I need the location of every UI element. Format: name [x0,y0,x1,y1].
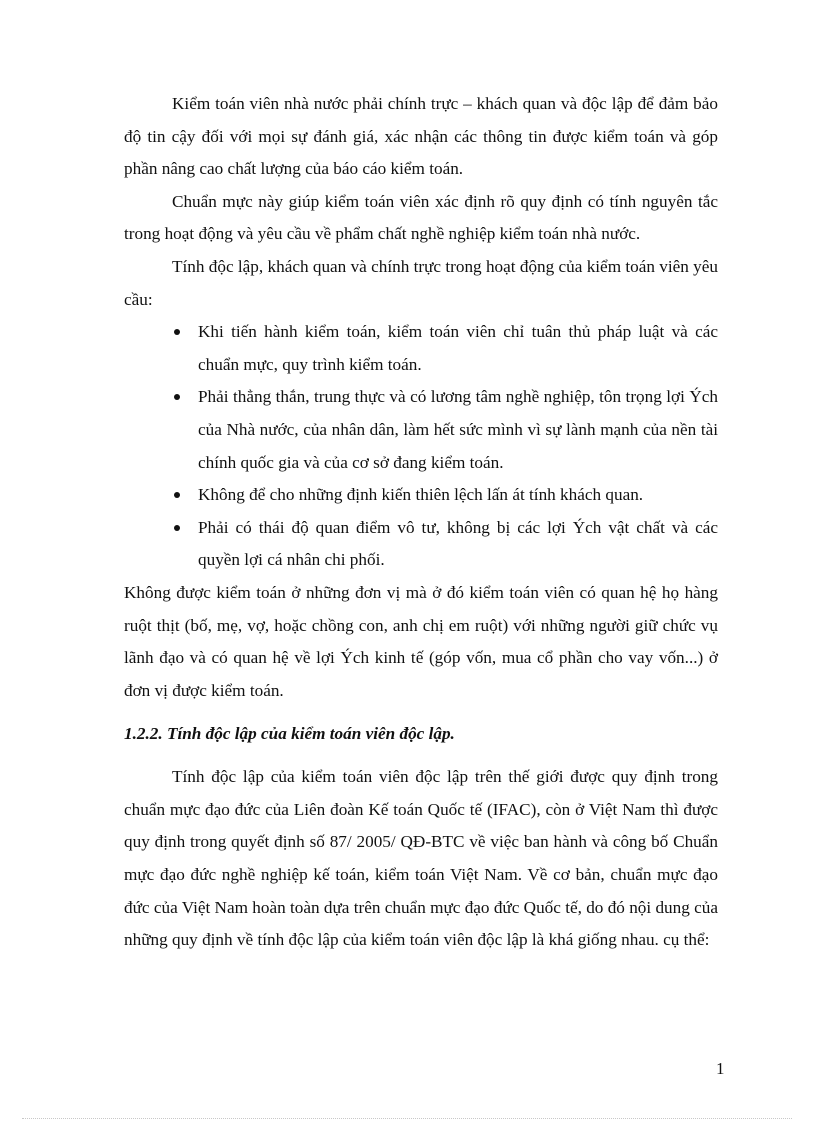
list-item-text: Không để cho những định kiến thiên lệch lấn át tính khách quan. [198,485,644,505]
list-item [198,381,718,479]
after-list-paragraph: Không được kiểm toán ở những đơn vị mà ở đó kiểm toán viên có quan hệ họ hàng ruột thịt (bố, mẹ, vợ, hoặc chồng con, anh chị em ruột) với những người giữ chức vụ lãnh đạo và có quan hệ về lợi Ých kinh tế (góp vốn, mua cổ phần cho vay vốn...) ở đơn vị được kiểm toán. [124,582,718,700]
document-body [124,88,718,957]
list-item [198,512,718,577]
footer-divider [22,1118,792,1119]
list-item [198,479,718,512]
list-item [198,316,718,381]
section-heading: 1.2.2. Tính độc lập của kiểm toán viên độc lập. [124,724,455,744]
bullet-icon [174,525,180,531]
requirements-list [124,316,718,577]
list-item-text: Phải có thái độ quan điểm vô tư, không bị các lợi Ých vật chất và các quyền lợi cá nhân chi phối. [198,517,718,570]
bullet-icon [174,394,180,400]
bullet-icon [174,329,180,335]
list-item-text: Phải thẳng thắn, trung thực và có lương tâm nghề nghiệp, tôn trọng lợi Ých của Nhà nước, của nhân dân, làm hết sức mình vì sự lành mạnh của nền tài chính quốc gia và của cơ sở đang kiểm toán. [198,387,718,472]
page-number: 1 [716,1059,725,1078]
intro-paragraph-1: Kiểm toán viên nhà nước phải chính trực – khách quan và độc lập để đảm bảo độ tin cậy đối với mọi sự đánh giá, xác nhận các thông tin được kiểm toán và góp phần nâng cao chất lượng của báo cáo kiểm toán. [124,94,718,179]
intro-paragraph-3: Tính độc lập, khách quan và chính trực trong hoạt động của kiểm toán viên yêu cầu: [124,256,718,309]
bullet-icon [174,492,180,498]
intro-paragraph-2: Chuẩn mực này giúp kiểm toán viên xác định rõ quy định có tính nguyên tắc trong hoạt động và yêu cầu về phẩm chất nghề nghiệp kiểm toán nhà nước. [124,191,718,244]
list-item-text: Khi tiến hành kiểm toán, kiểm toán viên chỉ tuân thủ pháp luật và các chuẩn mực, quy trình kiểm toán. [198,322,718,374]
section-paragraph: Tính độc lập của kiểm toán viên độc lập trên thế giới được quy định trong chuẩn mực đạo đức của Liên đoàn Kế toán Quốc tế (IFAC), còn ở Việt Nam thì được quy định trong quyết định số 87/ 2005/ QĐ-BTC về việc ban hành và công bố Chuẩn mực đạo đức nghề nghiệp kế toán, kiểm toán Việt Nam. Về cơ bản, chuẩn mực đạo đức của Việt Nam hoàn toàn dựa trên chuẩn mực đạo đức Quốc tế, do đó nội dung của những quy định về tính độc lập của kiểm toán viên độc lập là khá giống nhau. cụ thể: [124,767,718,950]
